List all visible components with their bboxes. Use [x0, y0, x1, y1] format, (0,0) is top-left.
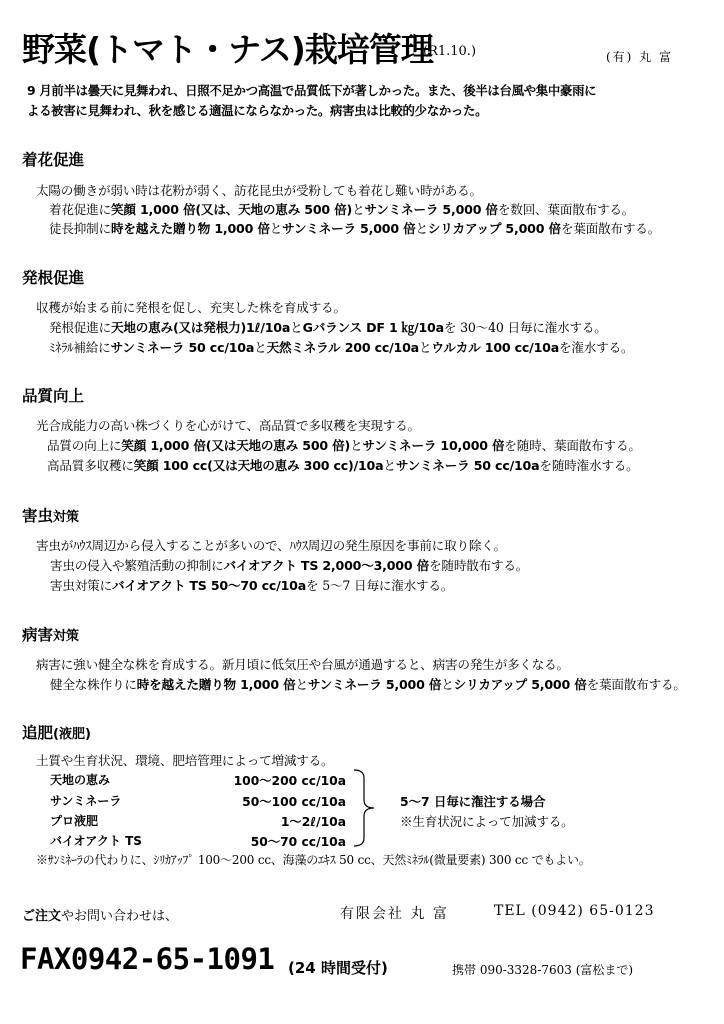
- hakkon-line-2: ﾐﾈﾗﾙ補給にサンミネーラ 50 cc/10aと天然ミネラル 200 cc/10aとウルカル 100 cc/10aを潅水する。: [49, 340, 634, 355]
- fert-amount-4: 50〜70 cc/10a: [250, 835, 346, 849]
- chakka-desc: 太陽の働きが弱い時は花粉が弱く、訪花昆虫が受粉しても着花し難い時がある。: [36, 183, 482, 198]
- fert-amount-2: 50〜100 cc/10a: [242, 795, 346, 809]
- section-heading-hakkon: 発根促進: [22, 269, 85, 287]
- issue-date: (R1.10.): [423, 44, 477, 59]
- hakkon-desc: 収穫が始まる前に発根を促し、充実した株を育成する。: [36, 300, 346, 315]
- mobile-number: 携帯 090-3328-7603 (富松まで): [452, 963, 634, 977]
- byogai-desc: 病害に強い健全な株を育成する。新月頃に低気圧や台風が通過すると、病害の発生が多くなる。: [36, 657, 569, 672]
- tsuihi-footnote: ※ｻﾝﾐﾈｰﾗの代わりに、ｼﾘｶｱｯﾌﾟ 100〜200 cc、海藻のｴｷｽ 50 cc、天然ﾐﾈﾗﾙ(微量要素) 300 cc でもよい。: [36, 853, 591, 867]
- company-name: 有限会社 丸 富: [340, 906, 449, 922]
- tel-number: TEL (0942) 65-0123: [494, 903, 655, 919]
- gaichu-line-2: 害虫対策にバイオアクト TS 50〜70 cc/10aを 5〜7 日毎に潅水する。: [50, 578, 454, 593]
- brace-note-2: ※生育状況によって加減する。: [400, 814, 574, 829]
- chakka-line-2: 徒長抑制に時を越えた贈り物 1,000 倍とサンミネーラ 5,000 倍とシリカアップ 5,000 倍を葉面散布する。: [49, 221, 660, 236]
- order-lead: ご注文やお問い合わせは、: [22, 909, 179, 924]
- gaichu-desc: 害虫がﾊｳｽ周辺から侵入することが多いので、ﾊｳｽ周辺の発生原因を事前に取り除く。: [36, 538, 506, 553]
- gaichu-line-1: 害虫の侵入や繁殖活動の抑制にバイオアクト TS 2,000〜3,000 倍を随時散布する。: [50, 558, 529, 573]
- hinshitsu-line-2: 高品質多収穫に笑顔 100 cc(又は天地の恵み 300 cc)/10aとサンミネーラ 50 cc/10aを随時潅水する。: [47, 458, 639, 473]
- byogai-line-1: 健全な株作りに時を越えた贈り物 1,000 倍とサンミネーラ 5,000 倍とシリカアップ 5,000 倍を葉面散布する。: [50, 677, 686, 692]
- title-text: 野菜(トマト・ナス)栽培管理: [22, 30, 433, 69]
- fax-number: FAX0942-65-1091: [20, 942, 275, 976]
- company-label: (有) 丸 富: [606, 50, 673, 64]
- section-heading-chakka: 着花促進: [22, 151, 85, 169]
- hinshitsu-desc: 光合成能力の高い株づくりを心がけて、高品質で多収穫を実現する。: [36, 418, 420, 433]
- fert-name-2: サンミネーラ: [50, 794, 122, 808]
- fax-note: (24 時間受付): [288, 959, 388, 977]
- tsuihi-desc: 土質や生育状況、環境、肥培管理によって増減する。: [36, 753, 334, 768]
- brace-note-1: 5〜7 日毎に潅注する場合: [400, 794, 546, 809]
- section-heading-gaichu: 害虫対策: [22, 507, 80, 525]
- section-heading-tsuihi: 追肥(液肥): [22, 724, 91, 742]
- fert-name-1: 天地の恵み: [50, 773, 111, 787]
- brace-icon: [352, 768, 382, 848]
- fert-amount-3: 1〜2ℓ/10a: [280, 815, 346, 829]
- fert-name-3: プロ液肥: [50, 814, 99, 828]
- page-title: [22, 24, 433, 71]
- section-heading-byogai: 病害対策: [22, 626, 80, 644]
- intro-line-1: 9 月前半は曇天に見舞われ、日照不足かつ高温で品質低下が著しかった。また、後半は台風や集中豪雨に: [27, 83, 597, 98]
- fert-name-4: バイオアクト TS: [50, 834, 142, 848]
- fert-amount-1: 100〜200 cc/10a: [233, 774, 346, 788]
- section-heading-hinshitsu: 品質向上: [22, 387, 85, 405]
- intro-line-2: よる被害に見舞われ、秋を感じる適温にならなかった。病害虫は比較的少なかった。: [27, 103, 488, 118]
- hinshitsu-line-1: 品質の向上に笑顔 1,000 倍(又は天地の恵み 500 倍)とサンミネーラ 10,000 倍を随時、葉面散布する。: [47, 438, 641, 453]
- chakka-line-1: 着花促進に笑顔 1,000 倍(又は、天地の恵み 500 倍)とサンミネーラ 5,000 倍を数回、葉面散布する。: [49, 202, 635, 217]
- hakkon-line-1: 発根促進に天地の恵み(又は発根力)1ℓ/10aとGバランス DF 1 ㎏/10aを 30〜40 日毎に潅水する。: [49, 320, 607, 335]
